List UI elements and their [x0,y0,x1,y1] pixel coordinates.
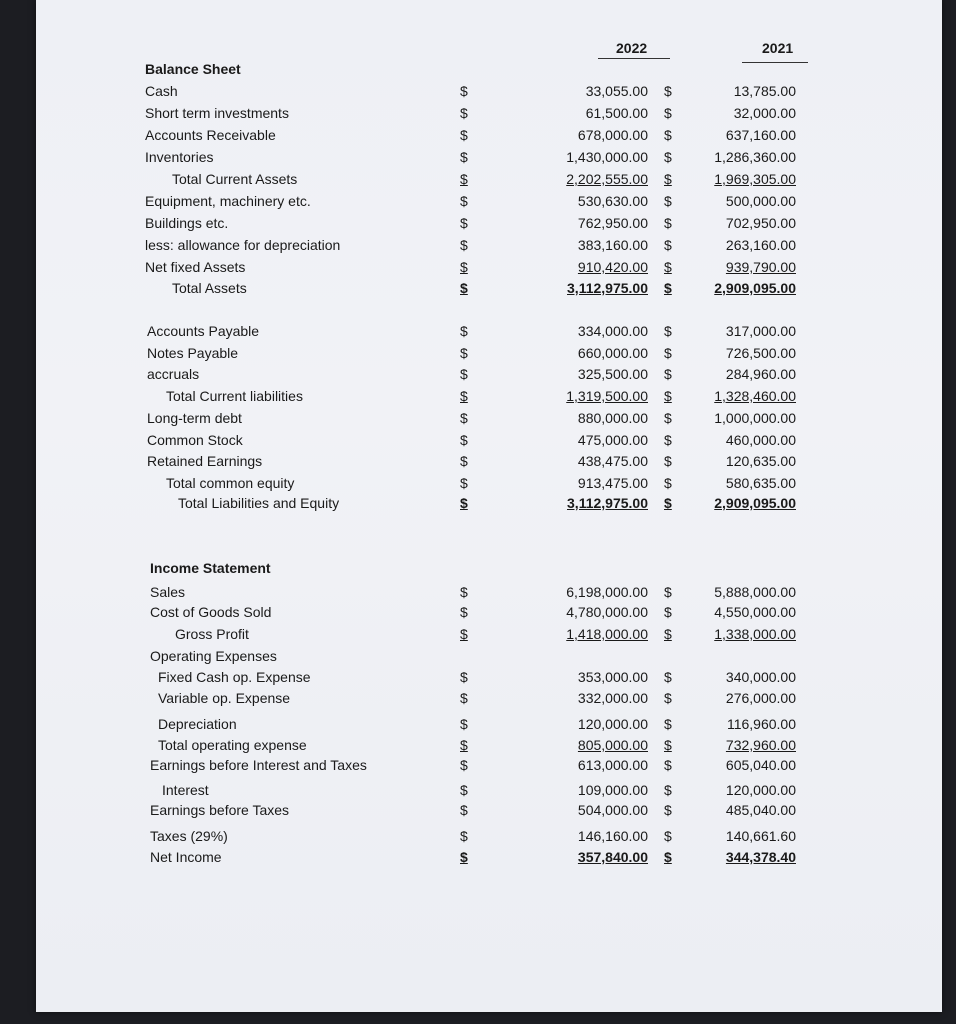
dollar-sign-2021: $ [664,280,672,296]
row-label: Accounts Payable [147,323,260,339]
dollar-sign-2022: $ [460,584,468,600]
dollar-sign-2022: $ [460,669,468,685]
row-label: Total common equity [166,475,295,491]
value-2022: 1,418,000.00 [566,626,648,642]
dollar-sign-2022: $ [460,849,468,865]
value-2022: 438,475.00 [577,453,648,469]
row-label: Gross Profit [175,626,249,642]
dollar-sign-2021: $ [664,802,672,818]
value-2021: 605,040.00 [725,757,796,773]
dollar-sign-2022: $ [460,237,468,253]
dollar-sign-2022: $ [460,388,468,404]
value-2022: 880,000.00 [577,410,648,426]
dollar-sign-2021: $ [664,626,672,642]
dollar-sign-2022: $ [460,215,468,231]
dollar-sign-2021: $ [664,690,672,706]
value-2022: 805,000.00 [577,737,648,753]
value-2022: 33,055.00 [585,83,648,99]
row-label: Cost of Goods Sold [150,604,272,620]
value-2022: 146,160.00 [577,828,648,844]
row-label: Accounts Receivable [145,127,276,143]
dollar-sign-2022: $ [460,105,468,121]
row-label: Taxes (29%) [150,828,228,844]
dollar-sign-2021: $ [664,171,672,187]
value-2021: 317,000.00 [725,323,796,339]
dollar-sign-2022: $ [460,323,468,339]
dollar-sign-2022: $ [460,366,468,382]
dollar-sign-2021: $ [664,849,672,865]
value-2022: 913,475.00 [577,475,648,491]
balance-sheet-title: Balance Sheet [145,61,241,77]
dollar-sign-2022: $ [460,193,468,209]
row-label: Net fixed Assets [145,259,246,275]
value-2021: 460,000.00 [725,432,796,448]
dollar-sign-2022: $ [460,280,468,296]
dollar-sign-2022: $ [460,757,468,773]
row-label: Total operating expense [158,737,307,753]
dollar-sign-2022: $ [460,83,468,99]
row-label: less: allowance for depreciation [145,237,341,253]
dollar-sign-2022: $ [460,690,468,706]
value-2022: 4,780,000.00 [566,604,648,620]
value-2022: 530,630.00 [577,193,648,209]
dollar-sign-2022: $ [460,782,468,798]
value-2022: 475,000.00 [577,432,648,448]
dollar-sign-2022: $ [460,127,468,143]
value-2021: 1,969,305.00 [714,171,796,187]
dollar-sign-2022: $ [460,716,468,732]
value-2021: 32,000.00 [733,105,796,121]
value-2022: 61,500.00 [585,105,648,121]
value-2021: 5,888,000.00 [714,584,796,600]
value-2021: 939,790.00 [725,259,796,275]
row-label: accruals [147,366,200,382]
value-2021: 1,000,000.00 [714,410,796,426]
row-label: Variable op. Expense [158,690,291,706]
row-label: Depreciation [158,716,237,732]
value-2021: 276,000.00 [725,690,796,706]
value-2021: 263,160.00 [725,237,796,253]
row-label: Net Income [150,849,222,865]
row-label: Inventories [145,149,214,165]
dollar-sign-2021: $ [664,149,672,165]
value-2021: 140,661.60 [725,828,796,844]
value-2022: 3,112,975.00 [567,280,648,296]
value-2022: 910,420.00 [577,259,648,275]
dollar-sign-2021: $ [664,323,672,339]
dollar-sign-2022: $ [460,149,468,165]
dollar-sign-2021: $ [664,388,672,404]
value-2021: 2,909,095.00 [714,495,796,511]
value-2022: 504,000.00 [577,802,648,818]
row-label: Total Liabilities and Equity [178,495,340,511]
header-rule-2021 [742,62,808,63]
dollar-sign-2021: $ [664,432,672,448]
row-label: Interest [162,782,209,798]
dollar-sign-2022: $ [460,410,468,426]
value-2021: 284,960.00 [725,366,796,382]
value-2022: 383,160.00 [577,237,648,253]
dollar-sign-2021: $ [664,83,672,99]
dollar-sign-2022: $ [460,802,468,818]
dollar-sign-2021: $ [664,366,672,382]
dollar-sign-2022: $ [460,259,468,275]
value-2021: 120,635.00 [725,453,796,469]
row-label: Equipment, machinery etc. [145,193,311,209]
row-label: Retained Earnings [147,453,263,469]
dollar-sign-2021: $ [664,193,672,209]
row-label: Buildings etc. [145,215,229,231]
dollar-sign-2021: $ [664,453,672,469]
dollar-sign-2021: $ [664,237,672,253]
dollar-sign-2021: $ [664,604,672,620]
value-2022: 353,000.00 [577,669,648,685]
dollar-sign-2021: $ [664,495,672,511]
value-2022: 334,000.00 [577,323,648,339]
value-2022: 678,000.00 [577,127,648,143]
row-label: Earnings before Interest and Taxes [150,757,367,773]
row-label: Total Current liabilities [166,388,303,404]
dollar-sign-2022: $ [460,171,468,187]
value-2021: 1,328,460.00 [714,388,796,404]
dollar-sign-2022: $ [460,432,468,448]
value-2021: 732,960.00 [725,737,796,753]
dollar-sign-2021: $ [664,757,672,773]
value-2022: 6,198,000.00 [566,584,648,600]
value-2022: 660,000.00 [577,345,648,361]
row-label: Fixed Cash op. Expense [158,669,311,685]
value-2022: 1,430,000.00 [566,149,648,165]
value-2022: 120,000.00 [577,716,648,732]
value-2021: 580,635.00 [725,475,796,491]
value-2021: 4,550,000.00 [714,604,796,620]
dollar-sign-2021: $ [664,669,672,685]
value-2021: 340,000.00 [725,669,796,685]
value-2022: 357,840.00 [577,849,648,865]
dollar-sign-2022: $ [460,475,468,491]
row-label: Common Stock [147,432,243,448]
value-2022: 613,000.00 [577,757,648,773]
row-label: Total Current Assets [172,171,298,187]
row-label: Operating Expenses [150,648,277,664]
dollar-sign-2021: $ [664,259,672,275]
row-label: Sales [150,584,186,600]
value-2021: 1,338,000.00 [714,626,796,642]
dollar-sign-2021: $ [664,215,672,231]
value-2022: 109,000.00 [577,782,648,798]
dollar-sign-2022: $ [460,345,468,361]
dollar-sign-2021: $ [664,410,672,426]
dollar-sign-2021: $ [664,782,672,798]
value-2022: 332,000.00 [577,690,648,706]
dollar-sign-2021: $ [664,127,672,143]
value-2022: 3,112,975.00 [567,495,648,511]
row-label: Cash [145,83,178,99]
row-label: Earnings before Taxes [150,802,290,818]
dollar-sign-2022: $ [460,828,468,844]
value-2021: 726,500.00 [725,345,796,361]
header-2022: 2022 [616,40,648,56]
row-label: Notes Payable [147,345,239,361]
value-2021: 344,378.40 [725,849,796,865]
value-2021: 500,000.00 [725,193,796,209]
header-rule-2022 [598,58,670,59]
value-2022: 762,950.00 [577,215,648,231]
dollar-sign-2022: $ [460,737,468,753]
dollar-sign-2022: $ [460,495,468,511]
dollar-sign-2021: $ [664,828,672,844]
dollar-sign-2021: $ [664,475,672,491]
value-2022: 2,202,555.00 [566,171,648,187]
value-2021: 485,040.00 [725,802,796,818]
dollar-sign-2021: $ [664,737,672,753]
row-label: Long-term debt [147,410,242,426]
value-2021: 637,160.00 [725,127,796,143]
dollar-sign-2021: $ [664,105,672,121]
value-2021: 116,960.00 [726,716,796,732]
value-2021: 2,909,095.00 [714,280,796,296]
value-2021: 702,950.00 [725,215,796,231]
income-statement-title: Income Statement [150,560,271,576]
value-2021: 1,286,360.00 [714,149,796,165]
dollar-sign-2021: $ [664,716,672,732]
dollar-sign-2022: $ [460,604,468,620]
value-2022: 325,500.00 [577,366,648,382]
dollar-sign-2022: $ [460,626,468,642]
dollar-sign-2022: $ [460,453,468,469]
value-2021: 13,785.00 [733,83,796,99]
dollar-sign-2021: $ [664,345,672,361]
value-2022: 1,319,500.00 [566,388,648,404]
row-label: Short term investments [145,105,289,121]
value-2021: 120,000.00 [725,782,796,798]
header-2021: 2021 [762,40,794,56]
row-label: Total Assets [172,280,247,296]
dollar-sign-2021: $ [664,584,672,600]
